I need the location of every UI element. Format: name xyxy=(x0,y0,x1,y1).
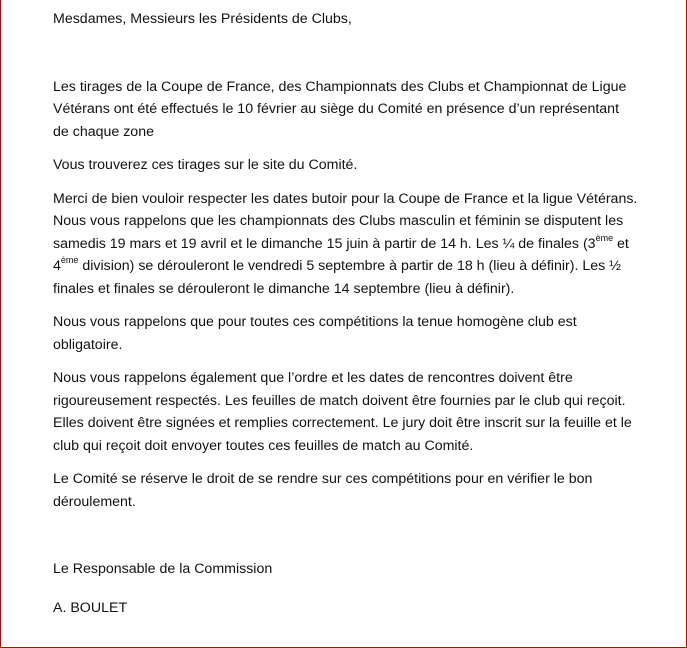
spacer xyxy=(53,143,678,154)
paragraph-line: Nous vous rappelons également que l’ordre et les dates de rencontres doivent être xyxy=(53,370,573,386)
line-text: samedis 19 mars et 19 avril et le dimanche 15 juin à partir de 14 h. Les ¼ de finales (3 xyxy=(53,235,596,252)
superscript: ème xyxy=(595,232,614,243)
paragraph-line xyxy=(53,255,678,278)
paragraph-line: club qui reçoit doit envoyer toutes ces feuilles de match au Comité. xyxy=(53,437,474,454)
paragraph-line: Vétérans ont été effectués le 10 février au siège du Comité en présence d’un représentant xyxy=(53,101,620,117)
spacer xyxy=(53,581,678,597)
paragraph-line: obligatoire. xyxy=(53,336,123,353)
signature-name: A. BOULET xyxy=(53,599,128,616)
spacer xyxy=(53,513,678,558)
salutation: Mesdames, Messieurs les Présidents de Clubs, xyxy=(53,11,352,27)
spacer xyxy=(53,177,678,188)
signature-title: Le Responsable de la Commission xyxy=(53,561,273,577)
paragraph-line: Elles doivent être signées et remplies correctement. Le jury doit être inscrit sur la feuille et le xyxy=(53,415,632,431)
spacer xyxy=(53,300,678,311)
paragraph-line: Nous vous rappelons que pour toutes ces compétitions la tenue homogène club est xyxy=(53,314,577,330)
superscript: ème xyxy=(60,255,79,266)
spacer xyxy=(53,31,678,76)
line-text: division) se dérouleront le vendredi 5 septembre à partir de 18 h (lieu à définir). Les ½ xyxy=(78,258,621,274)
paragraph-comite xyxy=(53,468,678,513)
line-text: 4 xyxy=(53,258,61,274)
paragraph-line: déroulement. xyxy=(53,493,136,510)
paragraph-line: de chaque zone xyxy=(53,123,154,140)
spacer xyxy=(53,356,678,367)
paragraph-tenue xyxy=(53,311,678,356)
paragraph-tirages xyxy=(53,76,678,144)
spacer xyxy=(53,457,678,468)
paragraph-line: Merci de bien vouloir respecter les dates butoir pour la Coupe de France et la ligue Vétérans. xyxy=(53,190,638,207)
paragraph-line xyxy=(53,233,678,256)
paragraph-line: Nous vous rappelons que les championnats des Clubs masculin et féminin se disputent les xyxy=(53,213,624,229)
paragraph-site: Vous trouverez ces tirages sur le site du Comité. xyxy=(53,157,358,173)
paragraph-line: Les tirages de la Coupe de France, des Championnats des Clubs et Championnat de Ligue xyxy=(53,78,627,95)
paragraph-line: rigoureusement respectés. Les feuilles de match doivent être fournies par le club qui reçoit. xyxy=(53,392,626,409)
paragraph-line: Le Comité se réserve le droit de se rendre sur ces compétitions pour en vérifier le bon xyxy=(53,471,593,487)
paragraph-feuilles xyxy=(53,367,678,457)
letter-body xyxy=(53,8,678,619)
paragraph-dates xyxy=(53,188,678,301)
line-text: et xyxy=(613,235,629,252)
paragraph-line: finales et finales se dérouleront le dimanche 14 septembre (lieu à définir). xyxy=(53,280,515,297)
